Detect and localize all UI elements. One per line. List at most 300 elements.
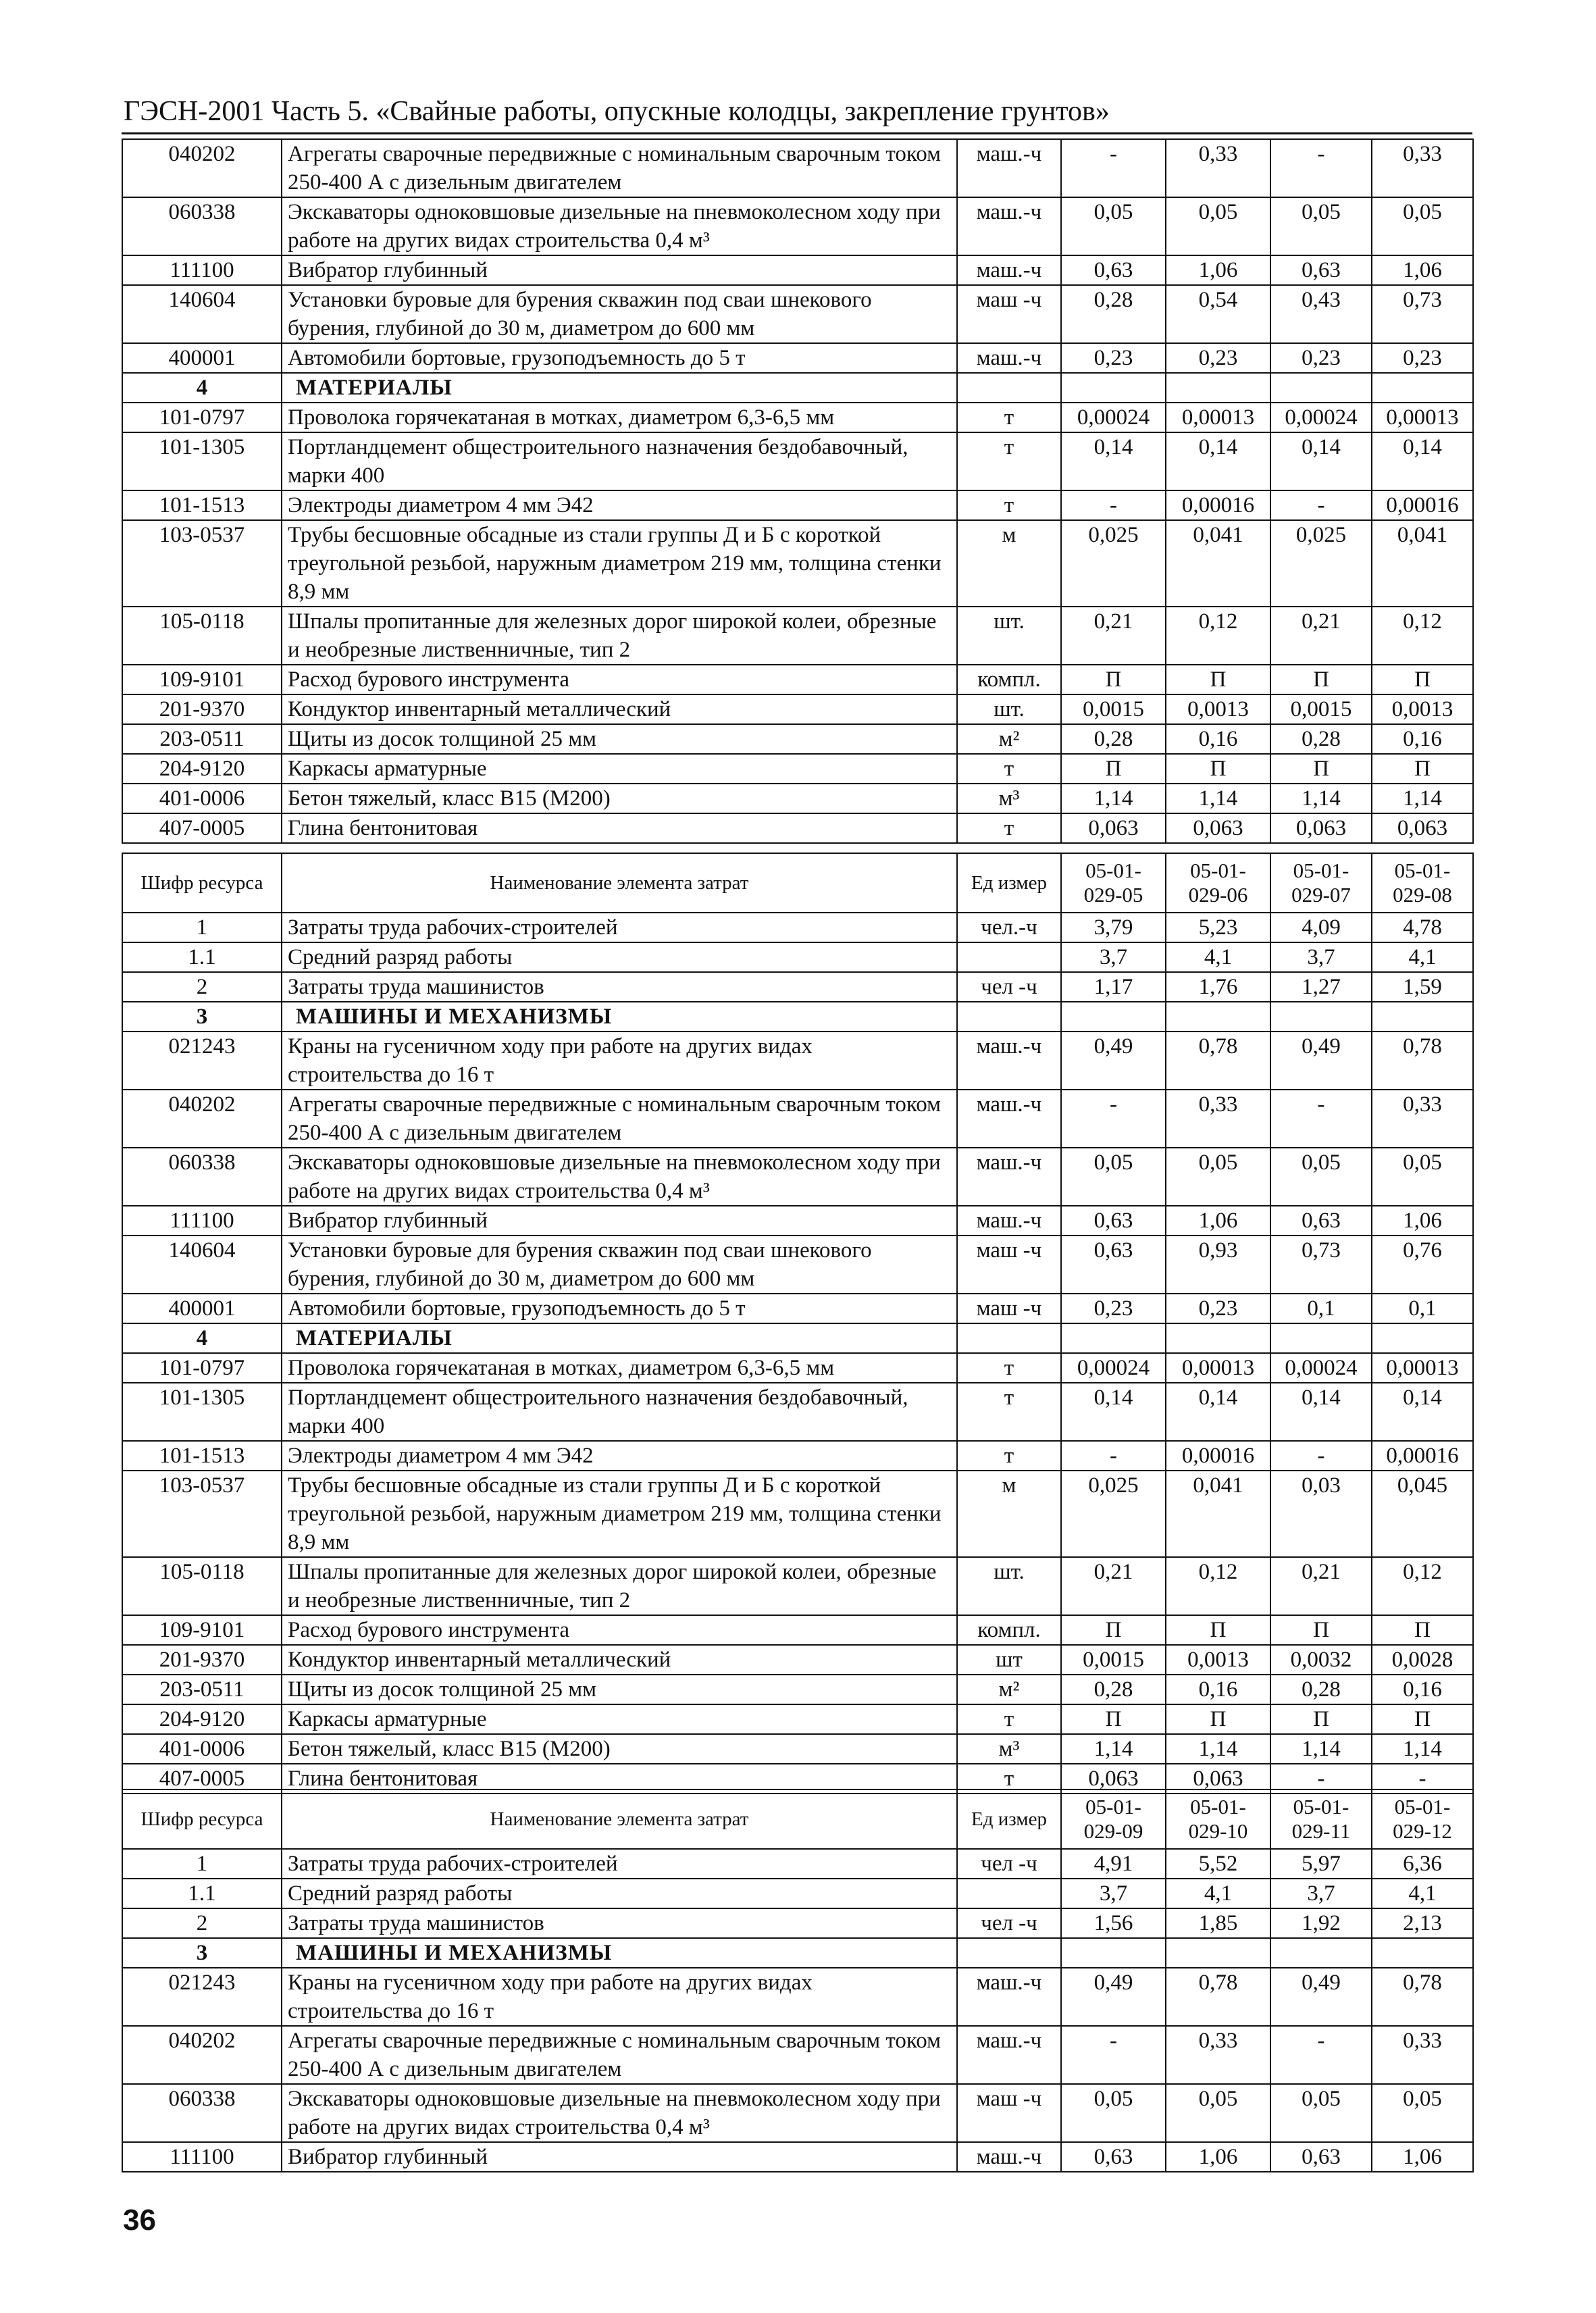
norm-table-body	[122, 913, 1473, 1794]
resource-name-cell: Агрегаты сварочные передвижные с номинальным сварочным током 250-400 А с дизельным двигателем	[282, 1090, 957, 1148]
resource-name-cell: Экскаваторы одноковшовые дизельные на пневмоколесном ходу при работе на других видах строительства 0,4 м³	[282, 1148, 957, 1206]
value-cell: П	[1372, 1704, 1473, 1734]
table-row	[122, 139, 1473, 197]
value-cell: -	[1270, 1441, 1372, 1471]
resource-name-cell: Каркасы арматурные	[282, 754, 957, 784]
value-cell: 0,0032	[1270, 1645, 1372, 1675]
value-cell: 0,28	[1061, 1675, 1166, 1704]
value-cell: 0,05	[1166, 197, 1270, 255]
table-row	[122, 1441, 1473, 1471]
resource-code-cell: 400001	[122, 1294, 282, 1323]
value-cell: 0,14	[1372, 1383, 1473, 1441]
table-row	[122, 1645, 1473, 1675]
resource-code-cell: 111100	[122, 1206, 282, 1236]
value-cell: 0,28	[1061, 724, 1166, 754]
value-cell: 0,63	[1061, 1236, 1166, 1294]
unit-cell: маш -ч	[957, 1236, 1061, 1294]
unit-cell: маш.-ч	[957, 197, 1061, 255]
value-cell	[1270, 1938, 1372, 1968]
value-cell: 4,78	[1372, 913, 1473, 942]
value-cell: 0,00024	[1270, 1353, 1372, 1383]
norm-table-body	[122, 139, 1473, 843]
unit-cell: т	[957, 1441, 1061, 1471]
resource-code-cell: 3	[122, 1938, 282, 1968]
value-cell: 1,06	[1372, 1206, 1473, 1236]
resource-code-cell: 1.1	[122, 1879, 282, 1908]
value-cell: 0,78	[1372, 1968, 1473, 2026]
value-cell: 0,00016	[1166, 490, 1270, 520]
table-row	[122, 913, 1473, 942]
header-norm-code: 05-01-029-07	[1270, 853, 1372, 913]
unit-cell: маш.-ч	[957, 2142, 1061, 2172]
resource-code-cell: 2	[122, 972, 282, 1002]
unit-cell: шт	[957, 1645, 1061, 1675]
table-row	[122, 520, 1473, 607]
table-row	[122, 724, 1473, 754]
value-cell: 0,33	[1166, 2026, 1270, 2084]
table-row	[122, 255, 1473, 285]
value-cell: 1,92	[1270, 1908, 1372, 1938]
value-cell	[1166, 1323, 1270, 1353]
table-header-row	[122, 1789, 1473, 1849]
resource-name-cell: Глина бентонитовая	[282, 1764, 957, 1794]
resource-code-cell: 101-1305	[122, 1383, 282, 1441]
header-unit: Ед измер	[957, 1789, 1061, 1849]
value-cell: 0,33	[1372, 1090, 1473, 1148]
value-cell	[1372, 1938, 1473, 1968]
norm-table-continued	[122, 138, 1474, 844]
resource-code-cell: 101-1305	[122, 432, 282, 490]
resource-name-cell: Глина бентонитовая	[282, 813, 957, 843]
value-cell: 4,1	[1166, 942, 1270, 972]
resource-name-cell: МАТЕРИАЛЫ	[282, 373, 957, 403]
resource-code-cell: 060338	[122, 1148, 282, 1206]
value-cell: 0,49	[1270, 1968, 1372, 2026]
resource-name-cell: Автомобили бортовые, грузоподъемность до 5 т	[282, 1294, 957, 1323]
value-cell: П	[1372, 665, 1473, 694]
table-row	[122, 2084, 1473, 2142]
table-row	[122, 754, 1473, 784]
resource-name-cell: Агрегаты сварочные передвижные с номинальным сварочным током 250-400 А с дизельным двигателем	[282, 139, 957, 197]
value-cell: 0,33	[1372, 2026, 1473, 2084]
table-row	[122, 285, 1473, 343]
unit-cell: маш -ч	[957, 2084, 1061, 2142]
unit-cell: т	[957, 1704, 1061, 1734]
resource-name-cell: Средний разряд работы	[282, 942, 957, 972]
value-cell: -	[1061, 2026, 1166, 2084]
resource-code-cell: 060338	[122, 197, 282, 255]
value-cell: 0,14	[1061, 432, 1166, 490]
value-cell: 1,14	[1166, 784, 1270, 813]
value-cell: 0,05	[1166, 1148, 1270, 1206]
value-cell: 1,14	[1166, 1734, 1270, 1764]
value-cell: 1,76	[1166, 972, 1270, 1002]
value-cell: 0,063	[1372, 813, 1473, 843]
unit-cell	[957, 1938, 1061, 1968]
unit-cell: чел -ч	[957, 1849, 1061, 1879]
value-cell: 3,7	[1270, 942, 1372, 972]
value-cell: 0,00024	[1061, 403, 1166, 432]
norm-table-body	[122, 1849, 1473, 2172]
value-cell: 1,14	[1372, 1734, 1473, 1764]
table-row	[122, 1236, 1473, 1294]
value-cell: 0,16	[1166, 1675, 1270, 1704]
table-row	[122, 972, 1473, 1002]
value-cell: 0,23	[1166, 343, 1270, 373]
header-unit: Ед измер	[957, 853, 1061, 913]
unit-cell: чел.-ч	[957, 913, 1061, 942]
unit-cell: шт.	[957, 694, 1061, 724]
value-cell: П	[1166, 665, 1270, 694]
table-row	[122, 942, 1473, 972]
unit-cell: чел -ч	[957, 1908, 1061, 1938]
value-cell: 1,06	[1166, 255, 1270, 285]
header-norm-code: 05-01-029-09	[1061, 1789, 1166, 1849]
value-cell: 0,063	[1270, 813, 1372, 843]
table-row	[122, 1704, 1473, 1734]
value-cell: -	[1270, 1090, 1372, 1148]
value-cell: 1,17	[1061, 972, 1166, 1002]
unit-cell: т	[957, 1383, 1061, 1441]
unit-cell: маш.-ч	[957, 1206, 1061, 1236]
value-cell: 2,13	[1372, 1908, 1473, 1938]
value-cell: 0,063	[1166, 813, 1270, 843]
resource-code-cell: 109-9101	[122, 1615, 282, 1645]
value-cell: 1,06	[1166, 2142, 1270, 2172]
value-cell: 0,14	[1372, 432, 1473, 490]
norm-table-029-05-08	[122, 853, 1474, 1794]
value-cell: 0,33	[1166, 139, 1270, 197]
value-cell: 0,063	[1166, 1764, 1270, 1794]
header-norm-code: 05-01-029-08	[1372, 853, 1473, 913]
resource-code-cell: 407-0005	[122, 1764, 282, 1794]
resource-code-cell: 201-9370	[122, 694, 282, 724]
value-cell: 0,78	[1166, 1968, 1270, 2026]
value-cell: 0,76	[1372, 1236, 1473, 1294]
section-row	[122, 373, 1473, 403]
resource-code-cell: 111100	[122, 2142, 282, 2172]
section-row	[122, 1938, 1473, 1968]
resource-name-cell: Вибратор глубинный	[282, 255, 957, 285]
unit-cell: м	[957, 1471, 1061, 1557]
value-cell: 6,36	[1372, 1849, 1473, 1879]
section-row	[122, 1323, 1473, 1353]
value-cell: 0,00013	[1166, 403, 1270, 432]
unit-cell: м	[957, 520, 1061, 607]
value-cell: 0,025	[1270, 520, 1372, 607]
value-cell	[1270, 1323, 1372, 1353]
resource-name-cell: МАШИНЫ И МЕХАНИЗМЫ	[282, 1002, 957, 1032]
page-header-title: ГЭСН-2001 Часть 5. «Свайные работы, опускные колодцы, закрепление грунтов»	[124, 96, 1110, 127]
value-cell: 0,78	[1372, 1032, 1473, 1090]
header-name: Наименование элемента затрат	[282, 853, 957, 913]
value-cell: 0,49	[1061, 1032, 1166, 1090]
unit-cell: т	[957, 490, 1061, 520]
value-cell: 0,43	[1270, 285, 1372, 343]
header-code: Шифр ресурса	[122, 853, 282, 913]
value-cell: 1,06	[1372, 2142, 1473, 2172]
unit-cell: т	[957, 813, 1061, 843]
resource-name-cell: Вибратор глубинный	[282, 1206, 957, 1236]
resource-code-cell: 105-0118	[122, 607, 282, 665]
unit-cell: шт.	[957, 607, 1061, 665]
value-cell: -	[1061, 139, 1166, 197]
value-cell: 0,00013	[1372, 1353, 1473, 1383]
resource-code-cell: 2	[122, 1908, 282, 1938]
resource-code-cell: 021243	[122, 1032, 282, 1090]
value-cell: П	[1270, 1615, 1372, 1645]
resource-name-cell: Агрегаты сварочные передвижные с номинальным сварочным током 250-400 А с дизельным двигателем	[282, 2026, 957, 2084]
value-cell: 0,1	[1372, 1294, 1473, 1323]
table-row	[122, 403, 1473, 432]
value-cell: 0,49	[1061, 1968, 1166, 2026]
value-cell: П	[1372, 754, 1473, 784]
value-cell	[1270, 373, 1372, 403]
unit-cell: маш.-ч	[957, 1032, 1061, 1090]
unit-cell: компл.	[957, 665, 1061, 694]
unit-cell	[957, 1323, 1061, 1353]
table-row	[122, 1032, 1473, 1090]
value-cell: 5,97	[1270, 1849, 1372, 1879]
value-cell: 4,91	[1061, 1849, 1166, 1879]
resource-code-cell: 060338	[122, 2084, 282, 2142]
value-cell	[1061, 1938, 1166, 1968]
unit-cell: маш.-ч	[957, 343, 1061, 373]
header-norm-code: 05-01-029-10	[1166, 1789, 1270, 1849]
value-cell: 0,28	[1270, 1675, 1372, 1704]
unit-cell: м²	[957, 1675, 1061, 1704]
value-cell: 1,06	[1372, 255, 1473, 285]
resource-name-cell: Бетон тяжелый, класс В15 (М200)	[282, 784, 957, 813]
value-cell: 5,23	[1166, 913, 1270, 942]
resource-code-cell: 101-0797	[122, 1353, 282, 1383]
resource-name-cell: Щиты из досок толщиной 25 мм	[282, 724, 957, 754]
value-cell: 4,1	[1372, 942, 1473, 972]
table-row	[122, 1849, 1473, 1879]
resource-name-cell: Краны на гусеничном ходу при работе на других видах строительства до 16 т	[282, 1032, 957, 1090]
resource-code-cell: 101-1513	[122, 1441, 282, 1471]
value-cell: 0,63	[1061, 255, 1166, 285]
unit-cell: маш.-ч	[957, 1090, 1061, 1148]
resource-name-cell: Затраты труда машинистов	[282, 972, 957, 1002]
resource-name-cell: Шпалы пропитанные для железных дорог широкой колеи, обрезные и необрезные лиственничные, тип 2	[282, 1557, 957, 1615]
resource-name-cell: Автомобили бортовые, грузоподъемность до 5 т	[282, 343, 957, 373]
resource-code-cell: 3	[122, 1002, 282, 1032]
value-cell: П	[1372, 1615, 1473, 1645]
resource-name-cell: Проволока горячекатаная в мотках, диаметром 6,3-6,5 мм	[282, 1353, 957, 1383]
value-cell: 0,025	[1061, 520, 1166, 607]
value-cell: 0,00013	[1372, 403, 1473, 432]
value-cell: 0,12	[1166, 607, 1270, 665]
value-cell: 3,79	[1061, 913, 1166, 942]
value-cell: 0,00016	[1166, 1441, 1270, 1471]
value-cell: 0,63	[1270, 255, 1372, 285]
value-cell: 0,00024	[1061, 1353, 1166, 1383]
header-norm-code: 05-01-029-05	[1061, 853, 1166, 913]
table-row	[122, 432, 1473, 490]
value-cell: 0,73	[1372, 285, 1473, 343]
table-row	[122, 784, 1473, 813]
value-cell: 0,05	[1166, 2084, 1270, 2142]
value-cell: 0,05	[1372, 2084, 1473, 2142]
value-cell	[1166, 1002, 1270, 1032]
value-cell: П	[1166, 1615, 1270, 1645]
value-cell: 0,14	[1270, 1383, 1372, 1441]
value-cell: -	[1061, 1090, 1166, 1148]
value-cell: 1,85	[1166, 1908, 1270, 1938]
value-cell: 0,63	[1270, 1206, 1372, 1236]
value-cell: 0,05	[1270, 197, 1372, 255]
resource-name-cell: Трубы бесшовные обсадные из стали группы Д и Б с короткой треугольной резьбой, наружным диаметром 219 мм, толщина стенки 8,9 мм	[282, 1471, 957, 1557]
value-cell: 0,05	[1061, 1148, 1166, 1206]
resource-code-cell: 204-9120	[122, 754, 282, 784]
value-cell	[1372, 373, 1473, 403]
value-cell: 1,14	[1061, 1734, 1166, 1764]
table-row	[122, 1383, 1473, 1441]
value-cell	[1166, 1938, 1270, 1968]
value-cell: 0,0013	[1166, 1645, 1270, 1675]
value-cell: -	[1372, 1764, 1473, 1794]
unit-cell: м³	[957, 784, 1061, 813]
table-row	[122, 1734, 1473, 1764]
resource-code-cell: 101-0797	[122, 403, 282, 432]
resource-code-cell: 040202	[122, 139, 282, 197]
resource-name-cell: Портландцемент общестроительного назначения бездобавочный, марки 400	[282, 1383, 957, 1441]
resource-code-cell: 401-0006	[122, 1734, 282, 1764]
resource-code-cell: 4	[122, 1323, 282, 1353]
value-cell: 0,05	[1061, 2084, 1166, 2142]
unit-cell	[957, 1879, 1061, 1908]
value-cell: П	[1270, 665, 1372, 694]
value-cell: 0,041	[1166, 520, 1270, 607]
table-row	[122, 607, 1473, 665]
resource-name-cell: Средний разряд работы	[282, 1879, 957, 1908]
value-cell: 0,14	[1270, 432, 1372, 490]
table-row	[122, 197, 1473, 255]
unit-cell	[957, 1002, 1061, 1032]
value-cell: 0,00016	[1372, 1441, 1473, 1471]
resource-name-cell: Трубы бесшовные обсадные из стали группы Д и Б с короткой треугольной резьбой, наружным диаметром 219 мм, толщина стенки 8,9 мм	[282, 520, 957, 607]
value-cell: 1,14	[1270, 1734, 1372, 1764]
value-cell: 0,33	[1166, 1090, 1270, 1148]
value-cell: 0,23	[1061, 343, 1166, 373]
resource-code-cell: 040202	[122, 2026, 282, 2084]
value-cell: 0,05	[1061, 197, 1166, 255]
value-cell	[1061, 1323, 1166, 1353]
unit-cell: т	[957, 403, 1061, 432]
value-cell: 0,63	[1270, 2142, 1372, 2172]
resource-code-cell: 101-1513	[122, 490, 282, 520]
value-cell: 0,0028	[1372, 1645, 1473, 1675]
value-cell: 0,0013	[1166, 694, 1270, 724]
value-cell: 0,05	[1270, 2084, 1372, 2142]
value-cell: 1,14	[1061, 784, 1166, 813]
value-cell: 3,7	[1270, 1879, 1372, 1908]
value-cell: 1,56	[1061, 1908, 1166, 1938]
value-cell: 0,23	[1166, 1294, 1270, 1323]
value-cell: 1,14	[1270, 784, 1372, 813]
table-row	[122, 1879, 1473, 1908]
value-cell: 3,7	[1061, 1879, 1166, 1908]
value-cell: 0,63	[1061, 1206, 1166, 1236]
value-cell: 0,0015	[1061, 1645, 1166, 1675]
resource-code-cell: 103-0537	[122, 520, 282, 607]
value-cell: 0,0015	[1270, 694, 1372, 724]
header-norm-code: 05-01-029-12	[1372, 1789, 1473, 1849]
norm-table-029-09-12	[122, 1789, 1474, 2172]
value-cell: 0,78	[1166, 1032, 1270, 1090]
header-rule	[122, 132, 1472, 134]
resource-name-cell: Электроды диаметром 4 мм Э42	[282, 1441, 957, 1471]
table-row	[122, 1675, 1473, 1704]
value-cell: 1,27	[1270, 972, 1372, 1002]
value-cell: 0,28	[1061, 285, 1166, 343]
value-cell: -	[1061, 490, 1166, 520]
resource-name-cell: Шпалы пропитанные для железных дорог широкой колеи, обрезные и необрезные лиственничные, тип 2	[282, 607, 957, 665]
value-cell: 0,28	[1270, 724, 1372, 754]
value-cell: 3,7	[1061, 942, 1166, 972]
unit-cell: чел -ч	[957, 972, 1061, 1002]
resource-name-cell: Краны на гусеничном ходу при работе на других видах строительства до 16 т	[282, 1968, 957, 2026]
unit-cell: маш -ч	[957, 285, 1061, 343]
value-cell: 0,54	[1166, 285, 1270, 343]
resource-code-cell: 407-0005	[122, 813, 282, 843]
resource-name-cell: Каркасы арматурные	[282, 1704, 957, 1734]
unit-cell: м³	[957, 1734, 1061, 1764]
value-cell: -	[1061, 1441, 1166, 1471]
header-norm-code: 05-01-029-06	[1166, 853, 1270, 913]
value-cell: 0,14	[1061, 1383, 1166, 1441]
resource-name-cell: Затраты труда машинистов	[282, 1908, 957, 1938]
value-cell: 0,041	[1372, 520, 1473, 607]
unit-cell: т	[957, 754, 1061, 784]
value-cell: 4,1	[1372, 1879, 1473, 1908]
value-cell: 0,025	[1061, 1471, 1166, 1557]
table-row	[122, 1353, 1473, 1383]
table-row	[122, 813, 1473, 843]
resource-code-cell: 140604	[122, 1236, 282, 1294]
resource-name-cell: Кондуктор инвентарный металлический	[282, 694, 957, 724]
resource-name-cell: Затраты труда рабочих-строителей	[282, 1849, 957, 1879]
table-row	[122, 1968, 1473, 2026]
table-row	[122, 1206, 1473, 1236]
resource-code-cell: 103-0537	[122, 1471, 282, 1557]
resource-name-cell: Расход бурового инструмента	[282, 665, 957, 694]
table-row	[122, 1557, 1473, 1615]
value-cell: 0,73	[1270, 1236, 1372, 1294]
table-row	[122, 1294, 1473, 1323]
value-cell: 0,21	[1061, 607, 1166, 665]
value-cell: 0,03	[1270, 1471, 1372, 1557]
resource-name-cell: Щиты из досок толщиной 25 мм	[282, 1675, 957, 1704]
table-row	[122, 2026, 1473, 2084]
table-row	[122, 1090, 1473, 1148]
resource-name-cell: Затраты труда рабочих-строителей	[282, 913, 957, 942]
resource-code-cell: 111100	[122, 255, 282, 285]
value-cell: 4,1	[1166, 1879, 1270, 1908]
value-cell: -	[1270, 2026, 1372, 2084]
unit-cell: шт.	[957, 1557, 1061, 1615]
value-cell: П	[1061, 1704, 1166, 1734]
unit-cell	[957, 942, 1061, 972]
value-cell: -	[1270, 139, 1372, 197]
value-cell: 0,00016	[1372, 490, 1473, 520]
value-cell	[1372, 1323, 1473, 1353]
value-cell	[1270, 1002, 1372, 1032]
resource-name-cell: Кондуктор инвентарный металлический	[282, 1645, 957, 1675]
value-cell: 0,0013	[1372, 694, 1473, 724]
header-code: Шифр ресурса	[122, 1789, 282, 1849]
